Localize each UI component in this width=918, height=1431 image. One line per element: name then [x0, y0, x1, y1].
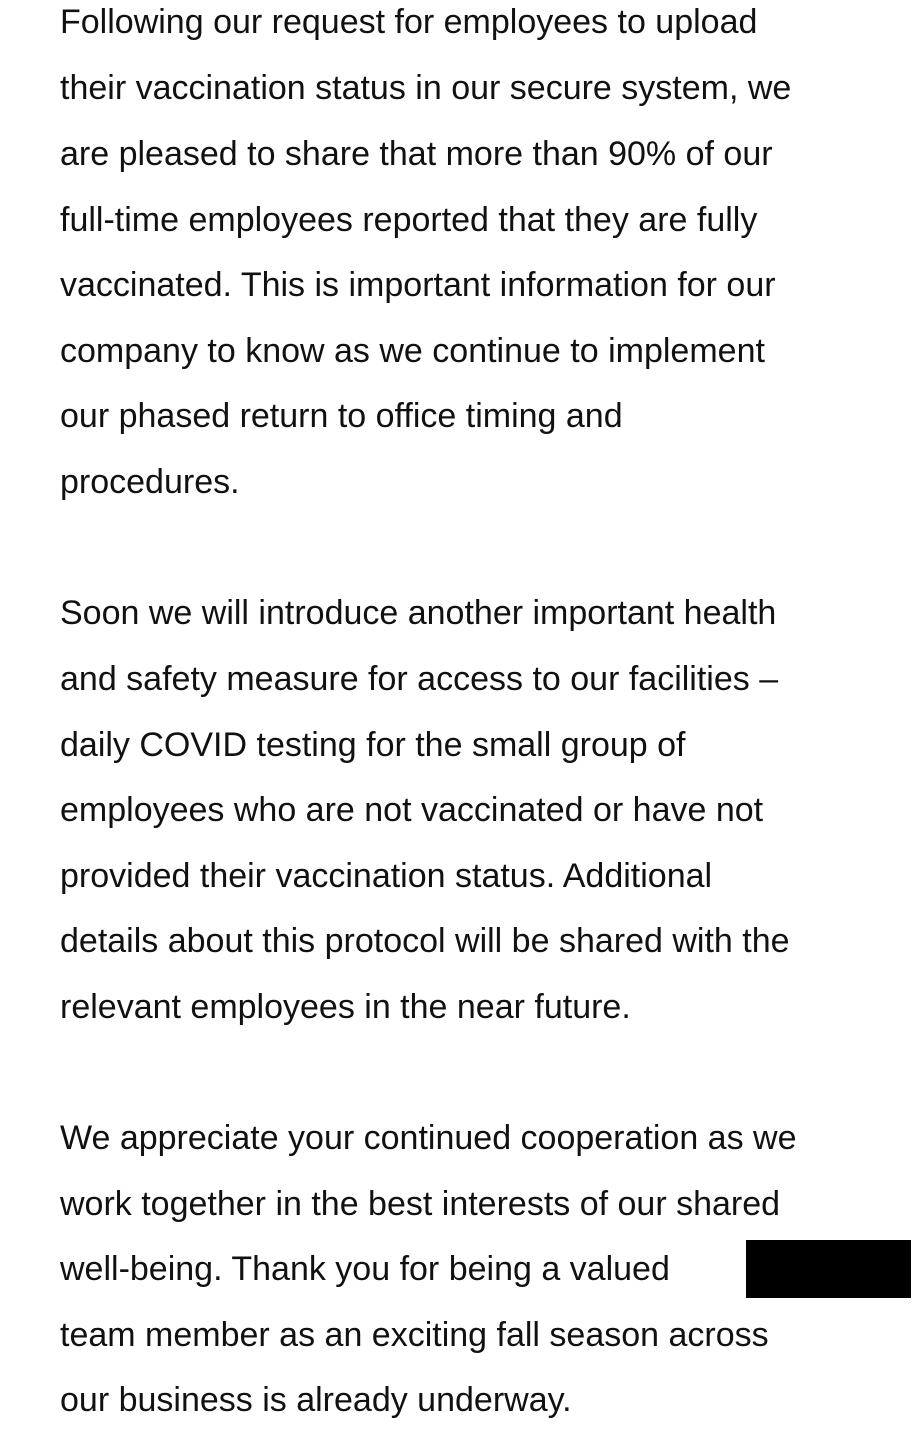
paragraph-1-line-8: procedures. — [60, 463, 240, 501]
paragraph-2-line-3: daily COVID testing for the small group of — [60, 726, 686, 764]
paragraph-3-line-1: We appreciate your continued cooperation as we — [60, 1119, 797, 1157]
paragraph-2-line-6: details about this protocol will be shared with the — [60, 922, 790, 960]
paragraph-3-line-2: work together in the best interests of our shared — [60, 1185, 781, 1223]
paragraph-2-line-7: relevant employees in the near future. — [60, 988, 631, 1026]
paragraph-3-line-5: our business is already underway. — [60, 1381, 572, 1419]
paragraph-1-line-2: their vaccination status in our secure system, we — [60, 69, 792, 107]
paragraph-1-line-5: vaccinated. This is important information for our — [60, 266, 776, 304]
paragraph-1-line-1: Following our request for employees to upload — [60, 3, 758, 41]
paragraph-1-line-7: our phased return to office timing and — [60, 397, 623, 435]
paragraph-2-line-2: and safety measure for access to our facilities – — [60, 660, 779, 698]
paragraph-3-line-4: team member as an exciting fall season across — [60, 1316, 769, 1354]
paragraph-2-line-1: Soon we will introduce another important health — [60, 594, 777, 632]
paragraph-1-line-3: are pleased to share that more than 90% of our — [60, 135, 773, 173]
paragraph-2-line-4: employees who are not vaccinated or have not — [60, 791, 764, 829]
redaction-block — [746, 1240, 911, 1298]
paragraph-3-line-3: well-being. Thank you for being a valued — [60, 1250, 670, 1288]
paragraph-1-line-4: full-time employees reported that they are fully — [60, 201, 758, 239]
paragraph-2-line-5: provided their vaccination status. Additional — [60, 857, 713, 895]
paragraph-1-line-6: company to know as we continue to implement — [60, 332, 765, 370]
